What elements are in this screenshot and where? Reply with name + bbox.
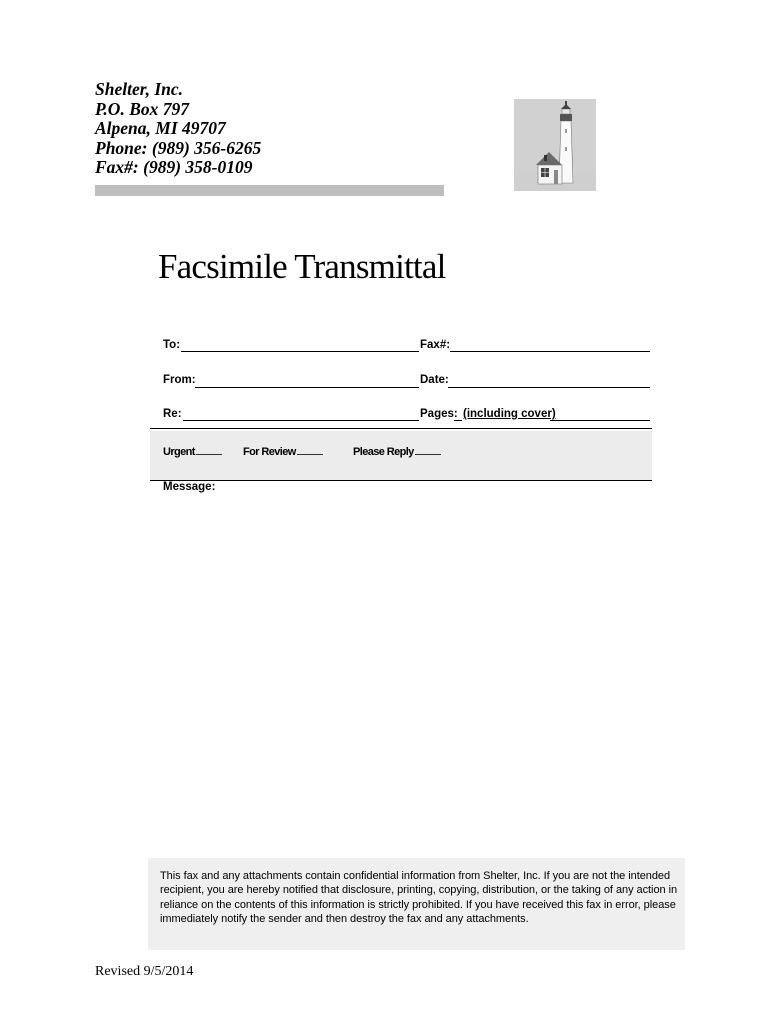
divider-top bbox=[150, 428, 652, 429]
lighthouse-icon bbox=[514, 99, 596, 191]
confidentiality-text: This fax and any attachments contain confidential information from Shelter, Inc. If you are not the intended recipient, you are hereby notified that disclosure, printing, copying, distribution, or the taking of any action in reliance on the contents of this information is strictly prohibited. If you have received this fax in error, please immediately notify the sender and then destroy the fax and any attachments. bbox=[160, 870, 678, 925]
revision-date: Revised 9/5/2014 bbox=[95, 964, 194, 979]
to-label: To: bbox=[163, 339, 181, 351]
date-field[interactable] bbox=[448, 387, 650, 388]
urgent-label: Urgent bbox=[163, 446, 195, 458]
date-label: Date: bbox=[420, 374, 449, 386]
pages-field[interactable] bbox=[454, 420, 462, 421]
company-city: Alpena, MI 49707 bbox=[95, 118, 226, 138]
divider-bottom bbox=[150, 480, 652, 481]
for-review-label: For Review bbox=[243, 446, 296, 458]
company-po-box: P.O. Box 797 bbox=[95, 98, 189, 119]
from-label: From: bbox=[163, 374, 196, 386]
pages-label: Pages: bbox=[420, 408, 458, 420]
re-field[interactable] bbox=[183, 420, 419, 421]
company-name: Shelter, Inc. bbox=[95, 79, 184, 99]
fax-label: Fax#: bbox=[420, 339, 451, 351]
re-label: Re: bbox=[163, 408, 182, 420]
company-fax: Fax#: (989) 358-0109 bbox=[95, 157, 253, 177]
for-review-option[interactable] bbox=[243, 446, 323, 458]
urgent-option[interactable] bbox=[163, 446, 222, 458]
message-label: Message: bbox=[163, 481, 216, 493]
please-reply-option[interactable] bbox=[353, 446, 441, 458]
header-banner bbox=[95, 185, 444, 196]
for-review-blank[interactable] bbox=[297, 446, 323, 455]
message-area[interactable] bbox=[150, 500, 652, 840]
confidentiality-notice bbox=[148, 858, 685, 950]
to-field[interactable] bbox=[181, 351, 419, 352]
company-phone: Phone: (989) 356-6265 bbox=[95, 137, 262, 158]
pages-line-extension bbox=[550, 420, 650, 421]
company-address-block bbox=[95, 80, 261, 178]
page-title: Facsimile Transmittal bbox=[158, 247, 446, 286]
pages-note: (including cover) bbox=[463, 408, 556, 420]
urgent-blank[interactable] bbox=[196, 446, 222, 455]
please-reply-blank[interactable] bbox=[415, 446, 441, 455]
fax-field[interactable] bbox=[450, 351, 650, 352]
priority-options bbox=[150, 431, 652, 480]
from-field[interactable] bbox=[195, 387, 419, 388]
please-reply-label: Please Reply bbox=[353, 446, 414, 458]
